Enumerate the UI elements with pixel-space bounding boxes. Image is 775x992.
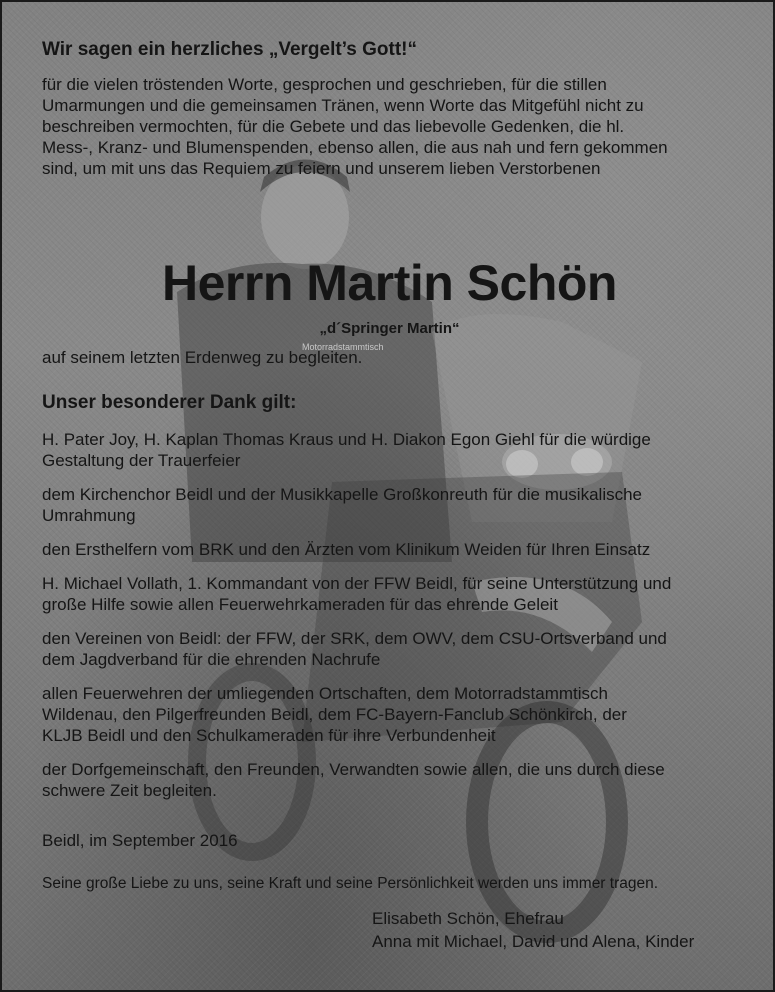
deceased-nickname: „d´Springer Martin“ bbox=[319, 320, 460, 337]
signature-line: Elisabeth Schön, Ehefrau bbox=[372, 909, 564, 928]
thanks-line: große Hilfe sowie allen Feuerwehrkameraden für das ehrende Geleit bbox=[42, 595, 558, 614]
deceased-name: Herrn Martin Schön bbox=[162, 255, 617, 311]
thanks-line: allen Feuerwehren der umliegenden Ortschaften, dem Motorradstammtisch bbox=[42, 684, 608, 703]
journey-text: auf seinem letzten Erdenweg zu begleiten. bbox=[42, 348, 363, 367]
thanks-line: Wildenau, den Pilgerfreunden Beidl, dem FC-Bayern-Fanclub Schönkirch, der bbox=[42, 705, 627, 724]
notice-content bbox=[2, 2, 773, 990]
signature-line: Anna mit Michael, David und Alena, Kinder bbox=[372, 932, 695, 951]
thanks-list bbox=[42, 429, 671, 814]
thanks-line: Gestaltung der Trauerfeier bbox=[42, 451, 241, 470]
thanks-item bbox=[42, 573, 671, 615]
thanks-line: schwere Zeit begleiten. bbox=[42, 781, 217, 800]
notice-heading: Wir sagen ein herzliches „Vergelt’s Gott!“ bbox=[42, 39, 417, 60]
intro-line: sind, um mit uns das Requiem zu feiern und unserem lieben Verstorbenen bbox=[42, 159, 601, 178]
thanks-line: dem Kirchenchor Beidl und der Musikkapelle Großkonreuth für die musikalische bbox=[42, 485, 643, 504]
thanks-line: den Ersthelfern vom BRK und den Ärzten vom Klinikum Weiden für Ihren Einsatz bbox=[42, 540, 651, 559]
thanks-line: den Vereinen von Beidl: der FFW, der SRK, dem OWV, dem CSU-Ortsverband und bbox=[42, 629, 667, 648]
thanks-item bbox=[42, 539, 671, 560]
place-date: Beidl, im September 2016 bbox=[42, 831, 238, 850]
special-thanks-heading: Unser besonderer Dank gilt: bbox=[42, 392, 297, 413]
thanks-item bbox=[42, 429, 671, 471]
photo-jersey-text: Motorradstammtisch bbox=[302, 342, 384, 352]
intro-line: beschreiben vermochten, für die Gebete und das liebevolle Gedenken, die hl. bbox=[42, 117, 625, 136]
intro-line: für die vielen tröstenden Worte, gesprochen und geschrieben, für die stillen bbox=[42, 75, 607, 94]
thanks-line: H. Pater Joy, H. Kaplan Thomas Kraus und H. Diakon Egon Giehl für die würdige bbox=[42, 430, 651, 449]
closing-quote: Seine große Liebe zu uns, seine Kraft und seine Persönlichkeit werden uns immer tragen. bbox=[42, 875, 659, 892]
intro-paragraph bbox=[42, 74, 668, 179]
thanks-item bbox=[42, 759, 671, 801]
thanks-line: dem Jagdverband für die ehrenden Nachrufe bbox=[42, 650, 381, 669]
signatures bbox=[372, 907, 694, 953]
thanks-line: KLJB Beidl und den Schulkameraden für ihre Verbundenheit bbox=[42, 726, 496, 745]
thanks-item bbox=[42, 683, 671, 746]
thanks-line: Umrahmung bbox=[42, 506, 136, 525]
intro-line: Mess-, Kranz- und Blumenspenden, ebenso allen, die aus nah und fern gekommen bbox=[42, 138, 668, 157]
intro-line: Umarmungen und die gemeinsamen Tränen, wenn Worte das Mitgefühl nicht zu bbox=[42, 96, 644, 115]
thanks-line: H. Michael Vollath, 1. Kommandant von der FFW Beidl, für seine Unterstützung und bbox=[42, 574, 672, 593]
thanks-line: der Dorfgemeinschaft, den Freunden, Verwandten sowie allen, die uns durch diese bbox=[42, 760, 665, 779]
thanks-item bbox=[42, 484, 671, 526]
thanks-item bbox=[42, 628, 671, 670]
